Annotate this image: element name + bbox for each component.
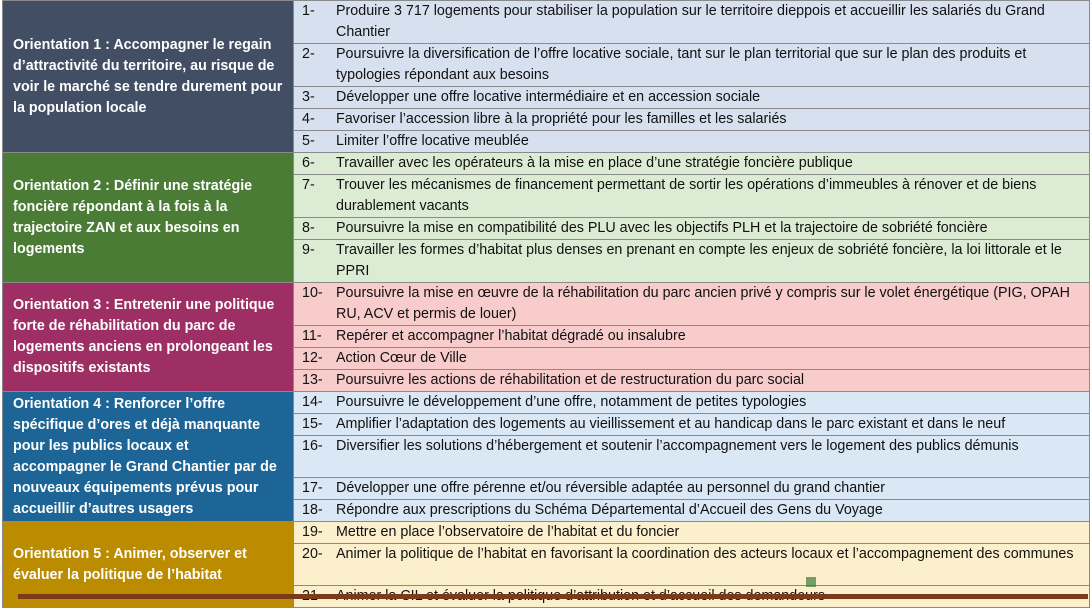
action-text: Diversifier les solutions d’hébergement et soutenir l’accompagnement vers le logement des publics démunis <box>336 438 1019 454</box>
action-cell <box>294 153 1090 175</box>
action-number: 7- <box>302 177 315 193</box>
scan-artifact-mark <box>806 577 816 587</box>
action-cell <box>294 131 1090 153</box>
action-cell <box>294 436 1090 478</box>
action-text: Travailler les formes d’habitat plus denses en prenant en compte les enjeux de sobriété foncière, la loi littorale et le PPRI <box>336 242 1062 279</box>
action-cell <box>294 1 1090 44</box>
orientations-table-body <box>3 1 1090 608</box>
action-text: Répondre aux prescriptions du Schéma Départemental d’Accueil des Gens du Voyage <box>336 502 883 518</box>
action-text: Développer une offre pérenne et/ou réversible adaptée au personnel du grand chantier <box>336 480 885 496</box>
action-text: Produire 3 717 logements pour stabiliser la population sur le territoire dieppois et accueillir les salariés du Grand Chantier <box>336 3 1045 40</box>
action-cell <box>294 175 1090 218</box>
action-number: 14- <box>302 394 323 410</box>
action-cell <box>294 414 1090 436</box>
action-text: Poursuivre le développement d’une offre, notamment de petites typologies <box>336 394 807 410</box>
bottom-border-line <box>18 594 1088 599</box>
action-cell <box>294 283 1090 326</box>
action-cell <box>294 478 1090 500</box>
orientation-title-1: Orientation 1 : Accompagner le regain d’attractivité du territoire, au risque de voir le marché se tendre durement pour la population locale <box>3 1 294 153</box>
action-number: 10- <box>302 285 323 301</box>
action-number: 17- <box>302 480 323 496</box>
action-number: 20- <box>302 546 323 562</box>
action-row <box>3 153 1090 175</box>
action-cell <box>294 370 1090 392</box>
action-row <box>3 392 1090 414</box>
action-number: 13- <box>302 372 323 388</box>
orientation-title-4: Orientation 4 : Renforcer l’offre spécifique d’ores et déjà manquante pour les publics locaux et accompagner le Grand Chantier par de nouveaux équipements prévus pour accueillir d’autres usagers <box>3 392 294 522</box>
orientations-table <box>2 0 1090 608</box>
action-number: 4- <box>302 111 315 127</box>
action-text: Animer la politique de l’habitat en favorisant la coordination des acteurs locaux et l’accompagnement des communes <box>336 546 1074 562</box>
action-text: Repérer et accompagner l’habitat dégradé ou insalubre <box>336 328 686 344</box>
action-number: 6- <box>302 155 315 171</box>
action-number: 16- <box>302 438 323 454</box>
action-number: 11- <box>302 328 322 344</box>
action-text: Poursuivre la mise en compatibilité des PLU avec les objectifs PLH et la trajectoire de sobriété foncière <box>336 220 988 236</box>
action-cell <box>294 240 1090 283</box>
action-text: Action Cœur de Ville <box>336 350 467 366</box>
action-text: Travailler avec les opérateurs à la mise en place d’une stratégie foncière publique <box>336 155 853 171</box>
action-text: Mettre en place l’observatoire de l’habitat et du foncier <box>336 524 680 540</box>
action-text: Poursuivre la diversification de l’offre locative sociale, tant sur le plan territorial que sur le plan des produits et typologies répondant aux besoins <box>336 46 1027 83</box>
action-cell <box>294 500 1090 522</box>
action-cell <box>294 392 1090 414</box>
action-text: Trouver les mécanismes de financement permettant de sortir les opérations d’immeubles à rénover et de biens durablement vacants <box>336 177 1037 214</box>
orientation-title-5: Orientation 5 : Animer, observer et évaluer la politique de l’habitat <box>3 522 294 608</box>
action-text: Favoriser l’accession libre à la propriété pour les familles et les salariés <box>336 111 787 127</box>
action-number: 3- <box>302 89 315 105</box>
action-row <box>3 522 1090 544</box>
action-row <box>3 1 1090 44</box>
action-number: 5- <box>302 133 315 149</box>
action-text: Développer une offre locative intermédiaire et en accession sociale <box>336 89 761 105</box>
action-text: Limiter l’offre locative meublée <box>336 133 529 149</box>
orientation-title-3: Orientation 3 : Entretenir une politique forte de réhabilitation du parc de logements anciens en prolongeant les dispositifs existants <box>3 283 294 392</box>
action-number: 15- <box>302 416 323 432</box>
action-number: 1- <box>302 3 315 19</box>
action-number: 9- <box>302 242 315 258</box>
action-number: 12- <box>302 350 323 366</box>
action-number: 2- <box>302 46 315 62</box>
action-number: 8- <box>302 220 315 236</box>
action-text: Amplifier l’adaptation des logements au vieillissement et au handicap dans le parc existant et dans le neuf <box>336 416 1006 432</box>
action-text: Poursuivre les actions de réhabilitation et de restructuration du parc social <box>336 372 805 388</box>
action-cell <box>294 326 1090 348</box>
action-number: 18- <box>302 502 323 518</box>
action-cell <box>294 44 1090 87</box>
action-row <box>3 283 1090 326</box>
action-cell <box>294 522 1090 544</box>
action-cell <box>294 87 1090 109</box>
action-text: Poursuivre la mise en œuvre de la réhabilitation du parc ancien privé y compris sur le volet énergétique (PIG, OPAH RU, ACV et permis de louer) <box>336 285 1070 322</box>
action-cell <box>294 109 1090 131</box>
action-cell <box>294 348 1090 370</box>
orientation-title-2: Orientation 2 : Définir une stratégie foncière répondant à la fois à la trajectoire ZAN et aux besoins en logements <box>3 153 294 283</box>
action-number: 19- <box>302 524 323 540</box>
action-cell <box>294 544 1090 586</box>
action-cell <box>294 218 1090 240</box>
